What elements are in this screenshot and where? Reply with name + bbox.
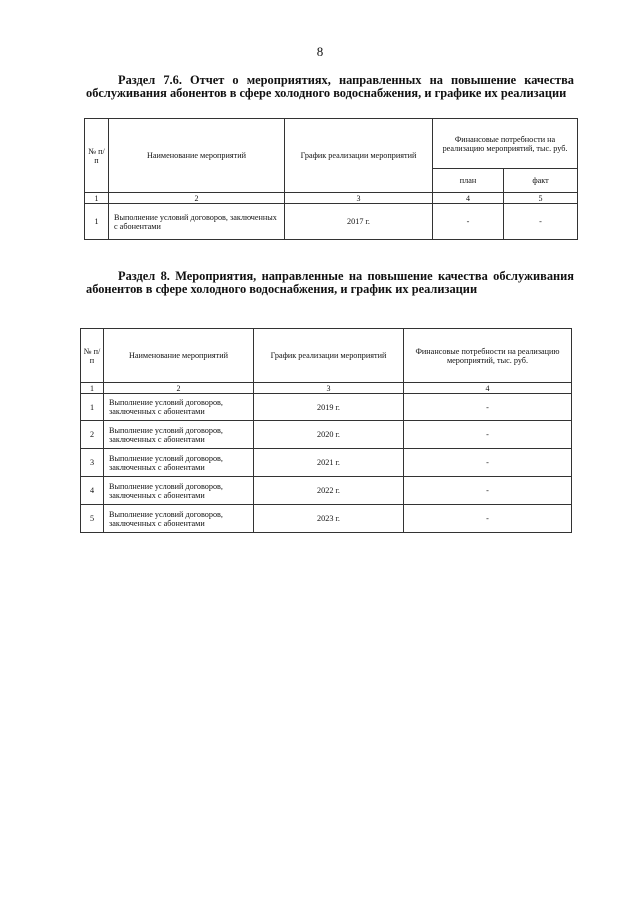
table-index-row <box>85 193 578 204</box>
index-cell: 2 <box>104 383 254 394</box>
table-row <box>81 449 572 477</box>
row-year: 2022 г. <box>254 477 404 505</box>
table-row <box>81 505 572 533</box>
section-heading-8: Раздел 8. Мероприятия, направленные на повышение качества обслуживания абонентов в сфере холодного водоснабжения, и график их реализации <box>86 269 574 296</box>
row-name: Выполнение условий договоров, заключенных с абонентами <box>109 204 285 240</box>
header-schedule: График реализации мероприятий <box>254 329 404 383</box>
header-name: Наименование мероприятий <box>104 329 254 383</box>
header-schedule: График реализации мероприятий <box>285 119 433 193</box>
header-finance: Финансовые потребности на реализацию мероприятий, тыс. руб. <box>433 119 578 169</box>
index-cell: 4 <box>404 383 572 394</box>
row-num: 1 <box>81 394 104 421</box>
row-fact: - <box>504 204 578 240</box>
row-value: - <box>404 421 572 449</box>
row-name: Выполнение условий договоров, заключенных с абонентами <box>104 421 254 449</box>
table-row <box>81 477 572 505</box>
table-header-row <box>85 119 578 169</box>
row-num: 4 <box>81 477 104 505</box>
index-cell: 5 <box>504 193 578 204</box>
page-number: 8 <box>316 44 324 59</box>
row-year: 2023 г. <box>254 505 404 533</box>
index-cell: 3 <box>285 193 433 204</box>
row-value: - <box>404 477 572 505</box>
row-name: Выполнение условий договоров, заключенных с абонентами <box>104 477 254 505</box>
header-num: № п/п <box>85 119 109 193</box>
header-num: № п/п <box>81 329 104 383</box>
index-cell: 3 <box>254 383 404 394</box>
header-plan: план <box>433 169 504 193</box>
row-year: 2020 г. <box>254 421 404 449</box>
index-cell: 1 <box>85 193 109 204</box>
row-name: Выполнение условий договоров, заключенных с абонентами <box>104 394 254 421</box>
row-year: 2017 г. <box>285 204 433 240</box>
row-value: - <box>404 505 572 533</box>
row-num: 3 <box>81 449 104 477</box>
row-name: Выполнение условий договоров, заключенных с абонентами <box>104 505 254 533</box>
index-cell: 1 <box>81 383 104 394</box>
row-num: 1 <box>85 204 109 240</box>
row-year: 2019 г. <box>254 394 404 421</box>
row-value: - <box>404 449 572 477</box>
row-num: 2 <box>81 421 104 449</box>
index-cell: 4 <box>433 193 504 204</box>
row-year: 2021 г. <box>254 449 404 477</box>
section-heading-7-6: Раздел 7.6. Отчет о мероприятиях, направленных на повышение качества обслуживания абонентов в сфере холодного водоснабжения, и графике их реализации <box>86 73 574 100</box>
index-cell: 2 <box>109 193 285 204</box>
table-header-row <box>81 329 572 383</box>
table-index-row <box>81 383 572 394</box>
row-value: - <box>404 394 572 421</box>
row-name: Выполнение условий договоров, заключенных с абонентами <box>104 449 254 477</box>
row-plan: - <box>433 204 504 240</box>
report-table-7-6 <box>84 118 578 240</box>
header-name: Наименование мероприятий <box>109 119 285 193</box>
row-num: 5 <box>81 505 104 533</box>
table-row <box>81 421 572 449</box>
header-fact: факт <box>504 169 578 193</box>
measures-table-8 <box>80 328 572 533</box>
header-finance: Финансовые потребности на реализацию мероприятий, тыс. руб. <box>404 329 572 383</box>
table-row <box>81 394 572 421</box>
table-row <box>85 204 578 240</box>
